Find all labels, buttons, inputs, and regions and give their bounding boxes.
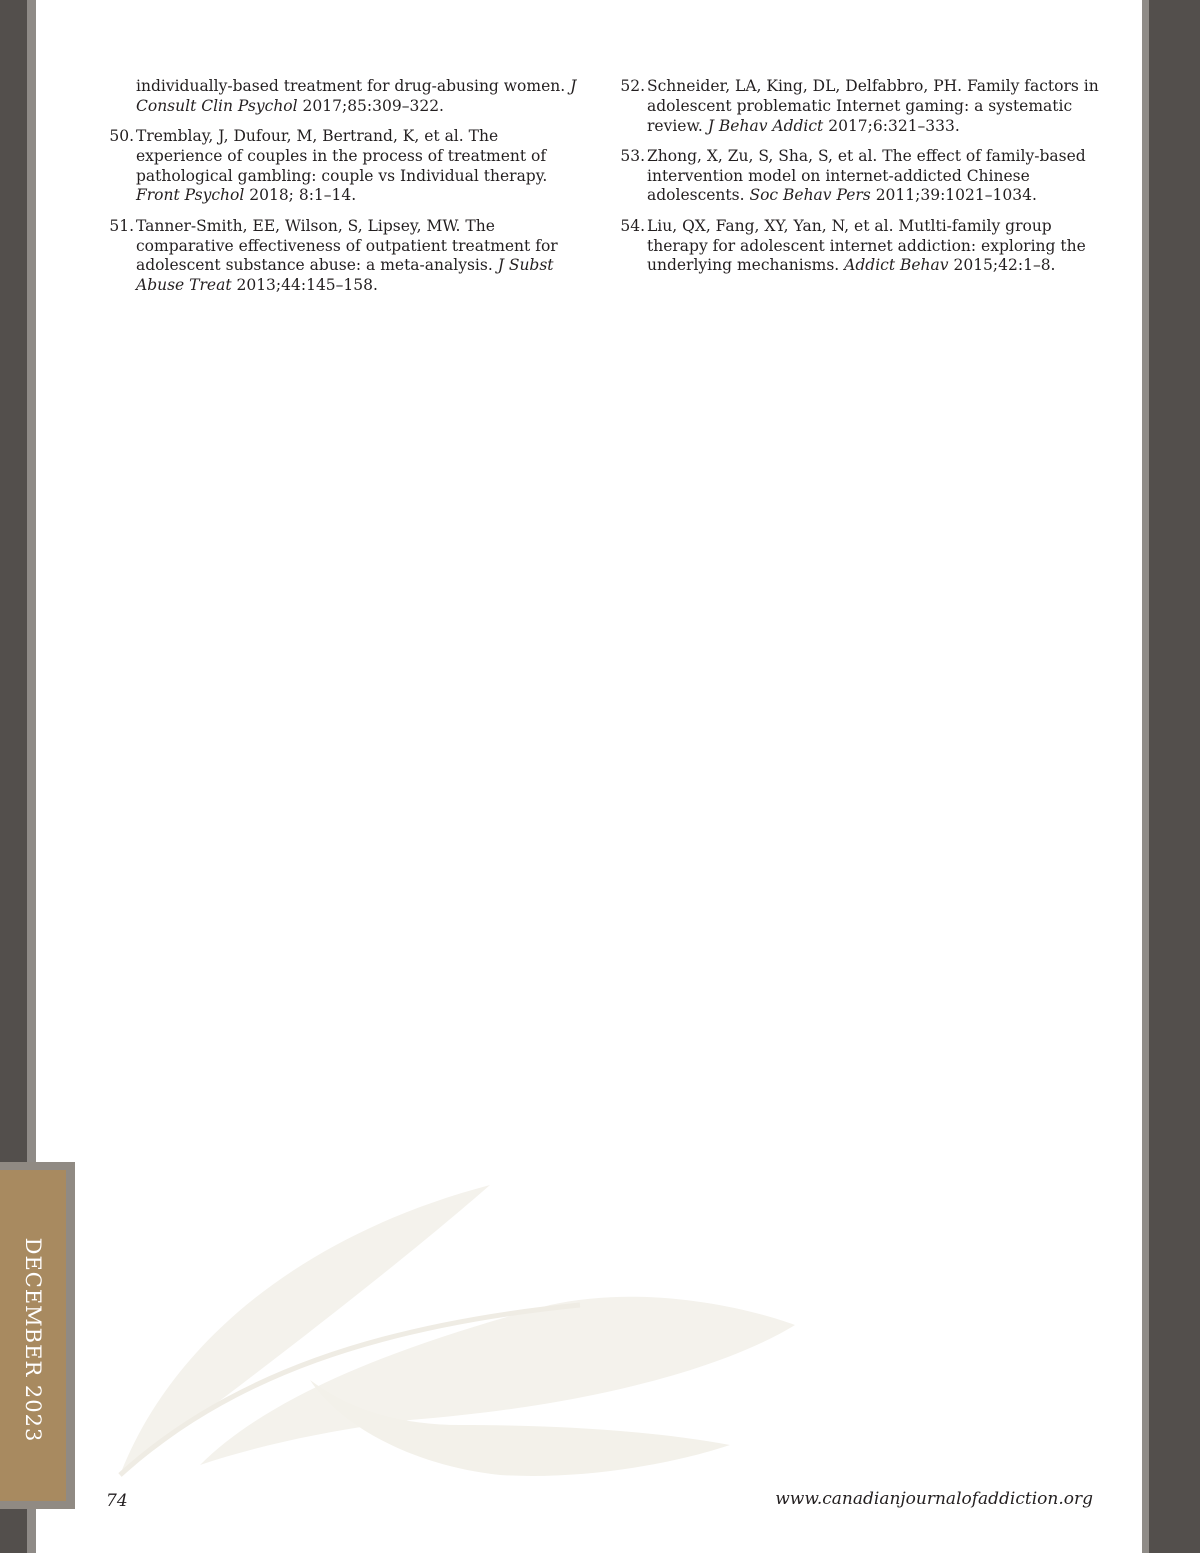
journal-url: www.canadianjournalofaddiction.org <box>775 1489 1093 1509</box>
reference-entry <box>104 127 584 206</box>
reference-text: individually-based treatment for drug-abusing women. <box>136 77 571 95</box>
reference-text: 2018; 8:1–14. <box>244 186 357 205</box>
reference-entry <box>615 77 1105 136</box>
reference-text: 2015;42:1–8. <box>948 256 1056 275</box>
reference-entry <box>104 77 584 117</box>
reference-entry <box>615 147 1105 206</box>
reference-text: 2013;44:145–158. <box>231 276 378 295</box>
reference-text: Zhong, X, Zu, S, Sha, S, et al. The effect of family-based intervention model on internet-addicted Chinese adolescents. <box>647 146 1086 205</box>
reference-number: 53. <box>620 146 645 165</box>
reference-text: Tanner-Smith, EE, Wilson, S, Lipsey, MW. The comparative effectiveness of outpatient treatment for adolescent substance abuse: a meta-analysis. <box>136 216 558 275</box>
reference-text: 2011;39:1021–1034. <box>870 186 1037 205</box>
references-left-column <box>104 77 584 306</box>
page-number: 74 <box>106 1491 128 1511</box>
reference-text: 2017;85:309–322. <box>297 96 444 115</box>
journal-title: Addict Behav <box>844 256 949 275</box>
references-right-column <box>615 77 1105 287</box>
journal-title: Soc Behav Pers <box>749 186 871 205</box>
reference-text: Liu, QX, Fang, XY, Yan, N, et al. Mutlti-family group therapy for adolescent internet addiction: exploring the underlying mechanisms. <box>647 216 1086 275</box>
reference-entry <box>104 217 584 296</box>
reference-number: 52. <box>620 77 645 95</box>
reference-number: 51. <box>109 216 134 235</box>
leaf-watermark-icon <box>80 1175 810 1505</box>
reference-number: 54. <box>620 216 645 235</box>
journal-title: J Behav Addict <box>707 116 824 135</box>
reference-text: Schneider, LA, King, DL, Delfabbro, PH. Family factors in adolescent problematic Internet gaming: a systematic review. <box>647 77 1099 135</box>
journal-title: J Consult Clin Psychol <box>136 77 577 115</box>
reference-text: Tremblay, J, Dufour, M, Bertrand, K, et al. The experience of couples in the process of treatment of pathological gambling: couple vs Individual therapy. <box>136 127 548 185</box>
reference-entry <box>615 217 1105 276</box>
right-frame-edge <box>1142 0 1149 1553</box>
reference-text: 2017;6:321–333. <box>823 116 960 135</box>
right-frame-bar <box>1149 0 1200 1553</box>
reference-number: 50. <box>109 127 134 146</box>
issue-date-label: DECEMBER 2023 <box>21 1237 45 1443</box>
journal-title: Front Psychol <box>136 186 245 205</box>
journal-title: J Subst Abuse Treat <box>136 256 554 295</box>
